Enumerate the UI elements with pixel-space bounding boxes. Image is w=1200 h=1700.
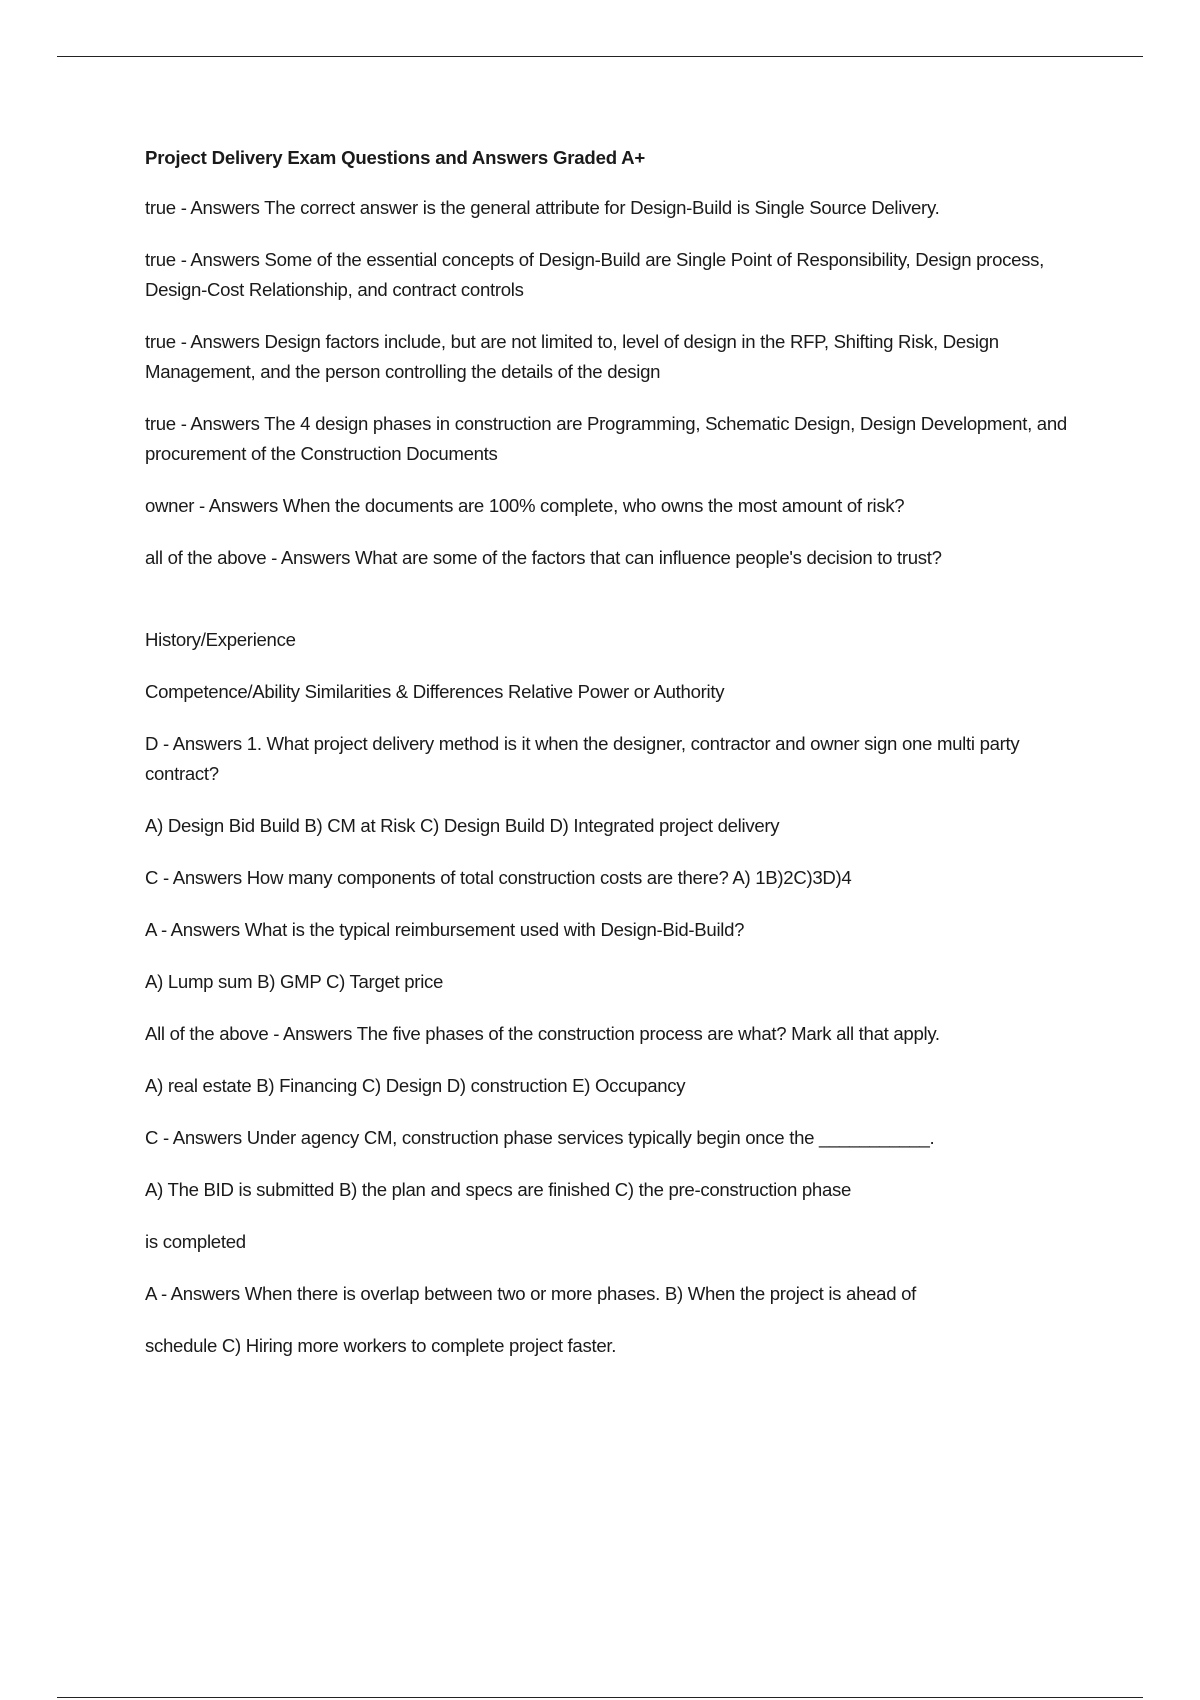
paragraph: owner - Answers When the documents are 100% complete, who owns the most amount of risk? bbox=[145, 495, 905, 516]
document-title: Project Delivery Exam Questions and Answers Graded A+ bbox=[145, 147, 646, 168]
paragraph: true - Answers The 4 design phases in construction are Programming, Schematic Design, Design Development, and procurement of the Construction Documents bbox=[145, 413, 1072, 464]
paragraph: History/Experience bbox=[145, 629, 296, 650]
paragraph: true - Answers Some of the essential concepts of Design-Build are Single Point of Responsibility, Design process, Design-Cost Relationship, and contract controls bbox=[145, 249, 1049, 300]
paragraph: Competence/Ability Similarities & Differences Relative Power or Authority bbox=[145, 681, 725, 702]
paragraph: is completed bbox=[145, 1231, 246, 1252]
paragraph: A) real estate B) Financing C) Design D) construction E) Occupancy bbox=[145, 1075, 686, 1096]
paragraph: true - Answers The correct answer is the general attribute for Design-Build is Single Source Delivery. bbox=[145, 197, 940, 218]
paragraph: true - Answers Design factors include, but are not limited to, level of design in the RFP, Shifting Risk, Design Management, and the person controlling the details of the design bbox=[145, 331, 1004, 382]
paragraph: A) Lump sum B) GMP C) Target price bbox=[145, 971, 444, 992]
paragraph: C - Answers How many components of total construction costs are there? A) 1B)2C)3D)4 bbox=[145, 867, 852, 888]
document-body bbox=[145, 143, 1085, 1383]
paragraph: C - Answers Under agency CM, construction phase services typically begin once the ___________. bbox=[145, 1127, 935, 1148]
paragraph: A) The BID is submitted B) the plan and specs are finished C) the pre-construction phase bbox=[145, 1179, 852, 1200]
paragraph: D - Answers 1. What project delivery method is it when the designer, contractor and owner sign one multi party contract? bbox=[145, 733, 1025, 784]
paragraph: A) Design Bid Build B) CM at Risk C) Design Build D) Integrated project delivery bbox=[145, 815, 780, 836]
top-rule bbox=[57, 56, 1143, 57]
paragraph: All of the above - Answers The five phases of the construction process are what? Mark all that apply. bbox=[145, 1023, 940, 1044]
paragraph: all of the above - Answers What are some of the factors that can influence people's decision to trust? bbox=[145, 547, 942, 568]
paragraph: A - Answers When there is overlap between two or more phases. B) When the project is ahead of bbox=[145, 1283, 917, 1304]
paragraph: schedule C) Hiring more workers to complete project faster. bbox=[145, 1335, 617, 1356]
paragraph: A - Answers What is the typical reimbursement used with Design-Bid-Build? bbox=[145, 919, 745, 940]
bottom-rule bbox=[57, 1697, 1143, 1698]
